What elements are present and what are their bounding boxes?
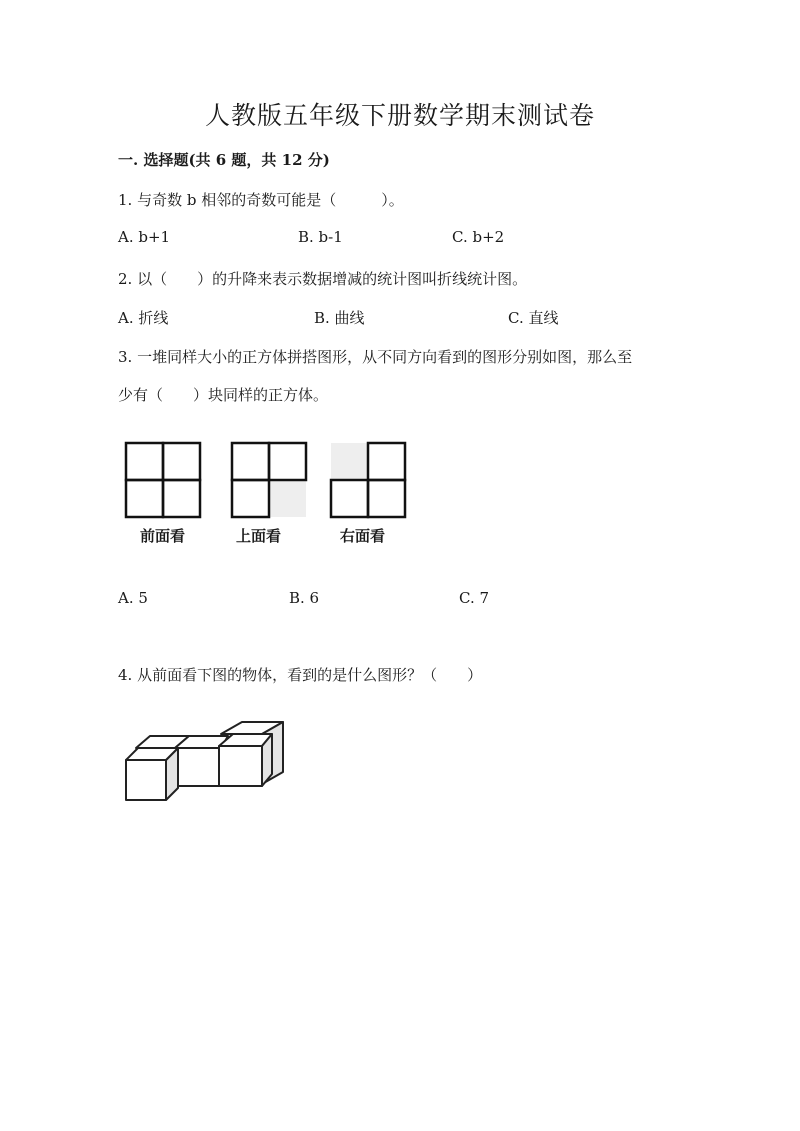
front-view-caption: 前面看: [140, 527, 186, 545]
right-view-figure: [329, 441, 407, 519]
section-heading: 一. 选择题(共 6 题，共 12 分): [118, 151, 330, 169]
question-2-option-b[interactable]: B. 曲线: [314, 309, 365, 327]
question-2-text: 2. 以（ ）的升降来表示数据增减的统计图叫折线统计图。: [118, 270, 528, 288]
question-3-option-a[interactable]: A. 5: [118, 589, 148, 607]
question-3-option-b[interactable]: B. 6: [289, 589, 320, 607]
question-4-text: 4. 从前面看下图的物体，看到的是什么图形？（ ）: [118, 666, 483, 684]
question-3-option-c[interactable]: C. 7: [459, 589, 490, 607]
question-2-option-c[interactable]: C. 直线: [508, 309, 559, 327]
cube-stack-figure: [120, 716, 290, 808]
top-view-caption: 上面看: [236, 527, 282, 545]
question-1-option-a[interactable]: A. b+1: [118, 228, 171, 246]
question-1-option-b[interactable]: B. b-1: [298, 228, 343, 246]
top-view-figure: [230, 441, 308, 519]
question-3-text-line1: 3. 一堆同样大小的正方体拼搭图形，从不同方向看到的图形分别如图，那么至: [118, 348, 633, 366]
question-1-option-c[interactable]: C. b+2: [452, 228, 505, 246]
page-title: 人教版五年级下册数学期末测试卷: [204, 101, 595, 130]
right-view-caption: 右面看: [340, 527, 386, 545]
front-view-figure: [124, 441, 202, 519]
question-3-text-line2: 少有（ ）块同样的正方体。: [118, 386, 329, 404]
question-2-option-a[interactable]: A. 折线: [118, 309, 169, 327]
question-1-text: 1. 与奇数 b 相邻的奇数可能是（ ）。: [118, 191, 404, 209]
